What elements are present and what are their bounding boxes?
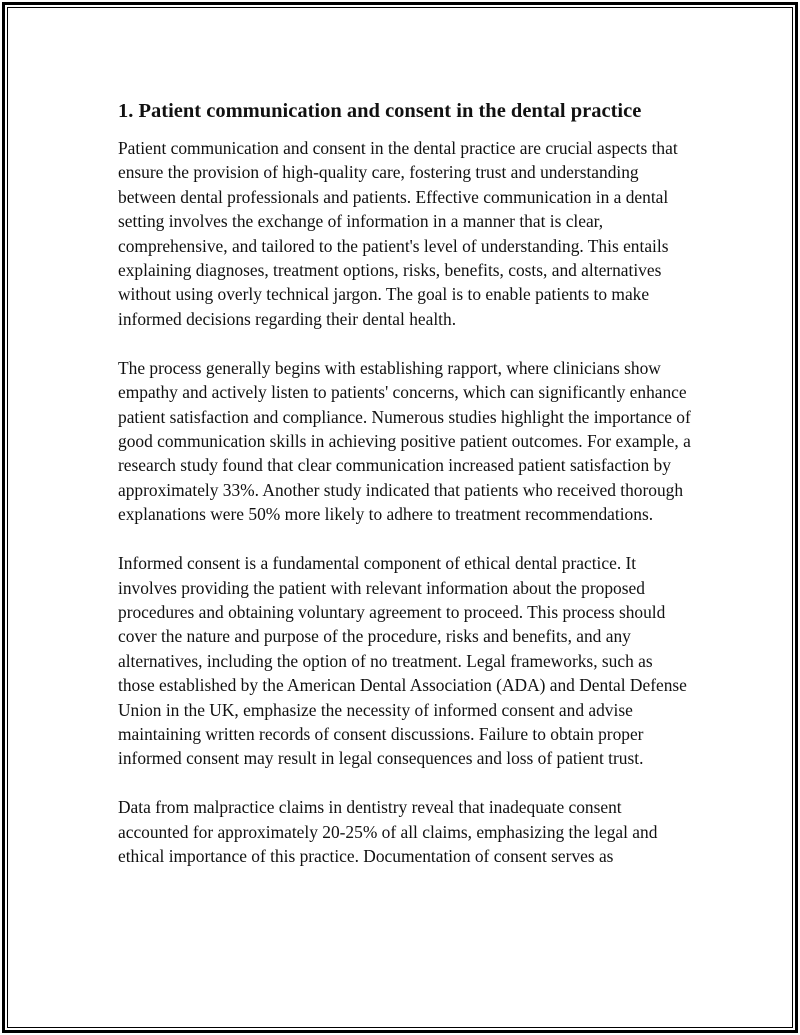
paragraph-rapport: The process generally begins with establishing rapport, where clinicians show empathy and actively listen to patients' concerns, which can significantly enhance patient satisfaction and compliance. Numerous studies highlight the importance of good communication skills in achieving positive patient outcomes. For example, a research study found that clear communication increased patient satisfaction by approximately 33%. Another study indicated that patients who received thorough explanations were 50% more likely to adhere to treatment recommendations. [118, 357, 691, 525]
document-body [118, 94, 693, 893]
paragraph-malpractice-data: Data from malpractice claims in dentistry reveal that inadequate consent accounted for approximately 20-25% of all claims, emphasizing the legal and ethical importance of this practice. Documentation of consent serves as [118, 797, 658, 867]
section-heading: 1. Patient communication and consent in the dental practice [118, 100, 642, 122]
page-frame [2, 2, 798, 1033]
paragraph-informed-consent: Informed consent is a fundamental component of ethical dental practice. It involves providing the patient with relevant information about the proposed procedures and obtaining voluntary agreement to proceed. This process should cover the nature and purpose of the procedure, risks and benefits, and any alternatives, including the option of no treatment. Legal frameworks, such as those established by the American Dental Association (ADA) and Dental Defense Union in the UK, emphasize the necessity of informed consent and advise maintaining written records of consent discussions. Failure to obtain proper informed consent may result in legal consequences and loss of patient trust. [118, 553, 687, 769]
paragraph-communication: Patient communication and consent in the dental practice are crucial aspects that ensure the provision of high-quality care, fostering trust and understanding between dental professionals and patients. Effective communication in a dental setting involves the exchange of information in a manner that is clear, comprehensive, and tailored to the patient's level of understanding. This entails explaining diagnoses, treatment options, risks, benefits, costs, and alternatives without using overly technical jargon. The goal is to enable patients to make informed decisions regarding their dental health. [118, 138, 678, 329]
